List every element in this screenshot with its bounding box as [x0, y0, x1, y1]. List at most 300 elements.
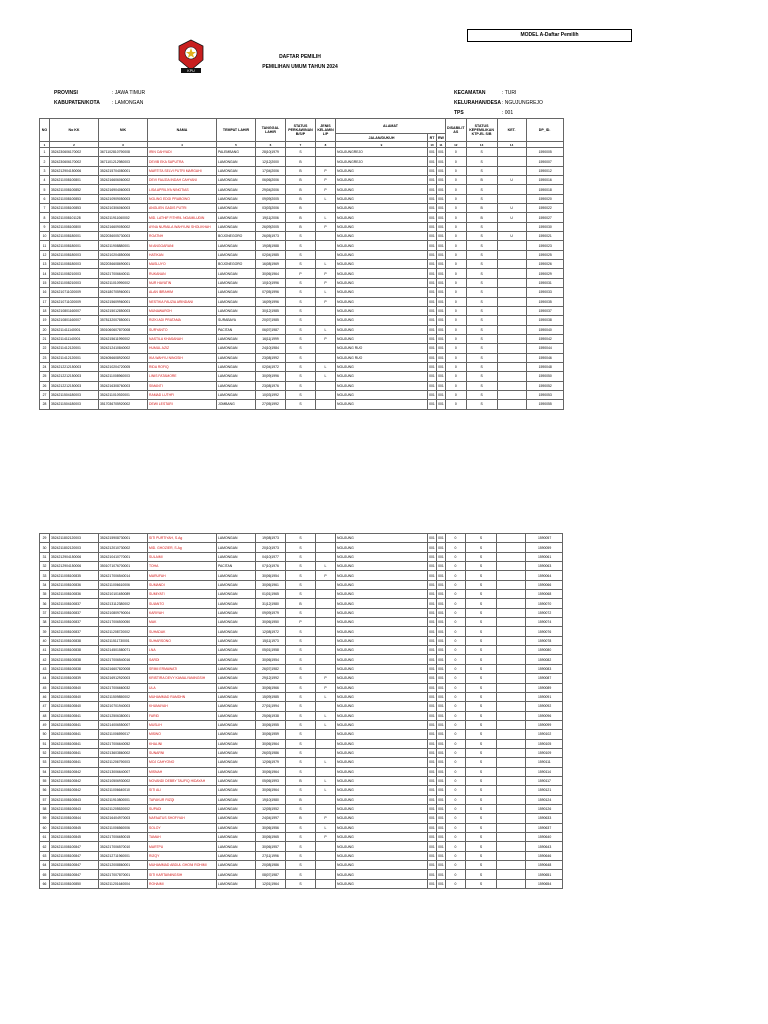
cell-kk: 3524211008100847: [50, 842, 99, 851]
cell-disabilitas: 0: [446, 674, 466, 683]
cell-nama: MID. GHOZIER, S.Ag: [148, 543, 217, 552]
cell-jalan: NGUJUNG: [336, 381, 428, 390]
cell-tanggal-lahir: 30|06|1964: [256, 767, 286, 776]
cell-jenis-kelamin: L: [316, 288, 336, 297]
cell-nama: NUR HAYATIN: [148, 278, 217, 287]
cell-status-ktp: S: [466, 711, 497, 720]
cell-nama: FARID: [148, 711, 217, 720]
cell-tempat-lahir: LAMONGAN: [217, 655, 256, 664]
cell-status-perkawinan: S: [286, 683, 316, 692]
cell-tanggal-lahir: 16|08|1969: [256, 260, 286, 269]
cell-tempat-lahir: PACITAN: [217, 325, 256, 334]
cell-disabilitas: 0: [446, 636, 466, 645]
cell-dp-id: 1590091: [526, 692, 563, 701]
cell-rw: 001: [437, 674, 446, 683]
header-ket: KET.: [497, 119, 526, 142]
header-tanggal-lahir: TANGGAL LAHIR: [256, 119, 286, 142]
cell-kk: 3524211008100841: [50, 711, 99, 720]
cell-disabilitas: 0: [446, 571, 466, 580]
cell-tempat-lahir: LAMONGAN: [217, 580, 256, 589]
cell-disabilitas: 0: [446, 390, 467, 399]
cell-dp-id: 1590021: [526, 232, 563, 241]
cell-no: 35: [40, 590, 50, 599]
cell-tanggal-lahir: 04|10|1977: [256, 552, 286, 561]
cell-jalan: NGUJUNGREJO: [336, 157, 428, 166]
cell-nik: 3524210809790004: [99, 608, 148, 617]
cell-jenis-kelamin: [316, 664, 336, 673]
cell-jenis-kelamin: [316, 381, 336, 390]
cell-ket: [497, 730, 526, 739]
cell-disabilitas: 0: [446, 157, 467, 166]
cell-tempat-lahir: LAMONGAN: [217, 534, 256, 543]
cell-tanggal-lahir: 16|09|1996: [256, 297, 286, 306]
cell-kk: 3524212212150003: [50, 362, 99, 371]
cell-nama: NESTIKA FAUZIA ARINDANI: [148, 297, 217, 306]
cell-no: 32: [40, 562, 50, 571]
cell-no: 6: [40, 194, 50, 203]
cell-status-perkawinan: S: [286, 786, 316, 795]
table-row: [40, 804, 563, 813]
cell-jenis-kelamin: [316, 655, 336, 664]
cell-status-ktp: S: [466, 804, 497, 813]
table-row: [40, 870, 563, 879]
cell-disabilitas: 0: [446, 851, 466, 860]
table-row: [40, 204, 564, 213]
cell-rw: 001: [437, 879, 446, 888]
cell-status-perkawinan: S: [286, 748, 316, 757]
cell-kk: 3524230606170002: [50, 157, 99, 166]
cell-kk: 3524211008100844: [50, 814, 99, 823]
cell-tempat-lahir: LAMONGAN: [217, 702, 256, 711]
cell-jalan: NGUJUNG: [336, 580, 428, 589]
cell-kk: 3524211412120001: [50, 344, 99, 353]
cell-rw: 001: [437, 636, 446, 645]
cell-ket: [497, 325, 526, 334]
table-row: [40, 618, 563, 627]
cell-no: 57: [40, 795, 50, 804]
cell-jenis-kelamin: [316, 543, 336, 552]
cell-kk: 3524211008100838: [50, 664, 99, 673]
cell-ket: [497, 861, 526, 870]
cell-jalan: NGUJUNG: [336, 400, 428, 409]
cell-jenis-kelamin: [316, 241, 336, 250]
cell-kk: 3524211008180001: [50, 232, 99, 241]
cell-ket: [497, 776, 526, 785]
cell-status-perkawinan: S: [286, 879, 316, 888]
cell-kk: 3524211008100839: [50, 674, 99, 683]
cell-tanggal-lahir: 17|04|2006: [256, 166, 286, 175]
meta-provinsi: PROVINSI : JAWA TIMUR: [54, 90, 146, 96]
cell-jenis-kelamin: P: [316, 683, 336, 692]
cell-rw: 001: [437, 814, 446, 823]
cell-rt: 001: [428, 157, 437, 166]
table-row: [40, 166, 564, 175]
cell-nama: TOHA: [148, 562, 217, 571]
cell-tanggal-lahir: 23|08|1976: [256, 381, 286, 390]
cell-jenis-kelamin: L: [316, 194, 336, 203]
cell-nik: 3524056608920002: [99, 353, 148, 362]
cell-rt: 001: [428, 213, 437, 222]
cell-kk: 3524211412120001: [50, 353, 99, 362]
cell-dp-id: 1590007: [526, 157, 563, 166]
cell-ket: [497, 627, 526, 636]
header-status-perkawinan: STATUS PERKAWINAN B/S/P: [286, 119, 316, 142]
table-row: [40, 730, 563, 739]
cell-no: 25: [40, 372, 50, 381]
table-row: [40, 655, 563, 664]
cell-disabilitas: 0: [446, 580, 466, 589]
cell-tempat-lahir: LAMONGAN: [217, 222, 256, 231]
cell-tanggal-lahir: 12|06|1979: [256, 758, 286, 767]
cell-nik: 3501060607870008: [99, 325, 148, 334]
cell-kk: 3524211008100841: [50, 730, 99, 739]
table-row: [40, 148, 564, 157]
cell-dp-id: 1590046: [526, 353, 563, 362]
cell-tanggal-lahir: 24|04|1997: [256, 814, 286, 823]
table-row: [40, 861, 563, 870]
cell-status-perkawinan: S: [286, 148, 316, 157]
cell-dp-id: 1590117: [526, 776, 563, 785]
cell-ket: [497, 804, 526, 813]
cell-ket: [497, 269, 526, 278]
cell-status-ktp: S: [466, 636, 497, 645]
cell-jalan: NGUJUNG: [336, 250, 428, 259]
cell-rt: 001: [428, 842, 437, 851]
cell-jenis-kelamin: [316, 599, 336, 608]
cell-disabilitas: 0: [446, 400, 467, 409]
cell-ket: [497, 148, 526, 157]
cell-kk: 3524211008100853: [50, 204, 99, 213]
cell-status-perkawinan: S: [286, 390, 316, 399]
cell-tempat-lahir: LAMONGAN: [217, 720, 256, 729]
cell-dp-id: 1590083: [526, 664, 563, 673]
cell-tempat-lahir: LAMONGAN: [217, 674, 256, 683]
table-row: [40, 297, 564, 306]
cell-nama: SUNARNI: [148, 748, 217, 757]
cell-ket: [497, 720, 526, 729]
cell-kk: 3524210711020009: [50, 288, 99, 297]
cell-no: 61: [40, 833, 50, 842]
table-row: [40, 833, 563, 842]
cell-status-ktp: S: [466, 390, 497, 399]
cell-disabilitas: 0: [446, 372, 467, 381]
cell-jenis-kelamin: P: [316, 674, 336, 683]
cell-jalan: NGUJUNG: [336, 176, 428, 185]
cell-status-perkawinan: B: [286, 194, 316, 203]
cell-nama: NASTILA KHASANAH: [148, 334, 217, 343]
cell-tanggal-lahir: 09|09|1979: [256, 608, 286, 617]
cell-disabilitas: 0: [446, 758, 466, 767]
cell-status-perkawinan: S: [286, 241, 316, 250]
cell-status-ktp: S: [466, 148, 497, 157]
cell-tanggal-lahir: 30|06|1964: [256, 786, 286, 795]
table-row: [40, 795, 563, 804]
cell-status-ktp: S: [466, 334, 497, 343]
cell-tempat-lahir: BOJONEGORO: [217, 260, 256, 269]
cell-dp-id: 1590089: [526, 683, 563, 692]
cell-ket: [497, 316, 526, 325]
cell-jalan: NGUJUNG: [336, 562, 428, 571]
cell-rw: 001: [437, 316, 446, 325]
cell-dp-id: 1590070: [526, 599, 563, 608]
cell-nik: 3524217006650015: [99, 833, 148, 842]
cell-nama: LISA APRILIYA NINGTIAS: [148, 185, 217, 194]
cell-kk: 3524211008100836: [50, 580, 99, 589]
cell-jenis-kelamin: [316, 400, 336, 409]
cell-ket: [497, 372, 526, 381]
cell-rw: 001: [437, 786, 446, 795]
cell-tanggal-lahir: 30|06|1954: [256, 571, 286, 580]
cell-status-ktp: S: [466, 795, 497, 804]
cell-rt: 001: [428, 711, 437, 720]
cell-nik: 3524211006560006: [99, 823, 148, 832]
cell-disabilitas: 0: [446, 730, 466, 739]
cell-ket: U: [497, 204, 526, 213]
cell-ket: [497, 655, 526, 664]
cell-kk: 3524230606170002: [50, 148, 99, 157]
cell-disabilitas: 0: [446, 627, 466, 636]
cell-status-ktp: S: [466, 269, 497, 278]
cell-nik: 3524211006590017: [99, 730, 148, 739]
cell-status-perkawinan: S: [286, 543, 316, 552]
cell-ket: [497, 362, 526, 371]
cell-rw: 001: [437, 730, 446, 739]
table-row: [40, 250, 564, 259]
cell-jenis-kelamin: L: [316, 362, 336, 371]
cell-nik: 3524215012850003: [99, 306, 148, 315]
cell-status-perkawinan: S: [286, 767, 316, 776]
cell-dp-id: 1590052: [526, 381, 563, 390]
cell-dp-id: 1590646: [526, 851, 563, 860]
cell-status-ktp: S: [466, 851, 497, 860]
cell-status-perkawinan: S: [286, 861, 316, 870]
cell-dp-id: 1590096: [526, 711, 563, 720]
cell-rw: 001: [437, 297, 446, 306]
region-meta-right: [454, 88, 543, 118]
header-jalan: JALAN/DUKUH: [336, 134, 428, 142]
cell-nama: MUNAWAROH: [148, 306, 217, 315]
cell-kk: 3524211008100845: [50, 833, 99, 842]
cell-no: 24: [40, 362, 50, 371]
cell-disabilitas: 0: [446, 683, 466, 692]
cell-status-ktp: S: [466, 627, 497, 636]
cell-status-perkawinan: S: [286, 288, 316, 297]
cell-jalan: NGUJUNG: [336, 599, 428, 608]
cell-nama: SRIMI ERMAWATI: [148, 664, 217, 673]
cell-nik: 3524213006640007: [99, 767, 148, 776]
cell-ket: U: [497, 232, 526, 241]
cell-no: 11: [40, 241, 50, 250]
cell-kk: 3524211008180001: [50, 241, 99, 250]
table-row: [40, 842, 563, 851]
cell-rw: 001: [437, 692, 446, 701]
cell-tanggal-lahir: 30|06|1954: [256, 655, 286, 664]
cell-no: 41: [40, 646, 50, 655]
cell-rw: 001: [437, 148, 446, 157]
cell-status-ktp: S: [466, 692, 497, 701]
cell-nik: 3671102810790008: [99, 148, 148, 157]
cell-kk: 3524211008210003: [50, 278, 99, 287]
cell-no: 20: [40, 325, 50, 334]
cell-jalan: NGUJUNG: [336, 739, 428, 748]
cell-nama: ANGLIEN GADIS PUTRI: [148, 204, 217, 213]
cell-nama: SUPADI: [148, 804, 217, 813]
cell-jalan: NGUJUNG: [336, 260, 428, 269]
cell-nik: 3524215611990002: [99, 334, 148, 343]
cell-no: 59: [40, 814, 50, 823]
table-row: [40, 627, 563, 636]
cell-tempat-lahir: PALEMBANG: [217, 148, 256, 157]
cell-tanggal-lahir: 30|06|1956: [256, 823, 286, 832]
cell-ket: [497, 297, 526, 306]
cell-disabilitas: 0: [446, 814, 466, 823]
cell-status-ktp: S: [466, 222, 497, 231]
cell-no: 50: [40, 730, 50, 739]
cell-ket: [497, 185, 526, 194]
cell-disabilitas: 0: [446, 664, 466, 673]
cell-disabilitas: 0: [446, 767, 466, 776]
cell-status-ktp: S: [466, 166, 497, 175]
cell-jenis-kelamin: [316, 580, 336, 589]
cell-no: 58: [40, 804, 50, 813]
header-dp-id: DP_ID.: [526, 119, 563, 142]
cell-no: 27: [40, 390, 50, 399]
cell-ket: [497, 599, 526, 608]
cell-jalan: NGUJUNG: [336, 748, 428, 757]
cell-no: 26: [40, 381, 50, 390]
cell-jenis-kelamin: P: [316, 176, 336, 185]
cell-tanggal-lahir: 08|07|1987: [256, 870, 286, 879]
cell-nik: 3524212410840002: [99, 344, 148, 353]
cell-tempat-lahir: LAMONGAN: [217, 599, 256, 608]
cell-status-ktp: S: [466, 683, 497, 692]
cell-nik: 3524211201640004: [99, 879, 148, 888]
cell-jalan: NGUJUNG: [336, 804, 428, 813]
cell-disabilitas: 0: [446, 711, 466, 720]
cell-tempat-lahir: LAMONGAN: [217, 842, 256, 851]
cell-disabilitas: 0: [446, 185, 467, 194]
cell-status-perkawinan: S: [286, 730, 316, 739]
cell-rt: 001: [428, 664, 437, 673]
cell-tanggal-lahir: 30|06|1950: [256, 618, 286, 627]
cell-nik: 3524217006660032: [99, 683, 148, 692]
cell-tempat-lahir: LAMONGAN: [217, 353, 256, 362]
cell-ket: [497, 334, 526, 343]
cell-kk: 3524211008100847: [50, 861, 99, 870]
table-row: [40, 776, 563, 785]
cell-status-ktp: S: [466, 590, 497, 599]
cell-tanggal-lahir: 03|03|2006: [256, 204, 286, 213]
cell-nama: IKA WAHYU NINGSIH: [148, 353, 217, 362]
cell-rt: 001: [428, 599, 437, 608]
cell-ket: [497, 618, 526, 627]
cell-status-perkawinan: S: [286, 655, 316, 664]
cell-tanggal-lahir: 27|05|1992: [256, 400, 286, 409]
cell-nik: 3671101212980003: [99, 157, 148, 166]
cell-status-perkawinan: B: [286, 599, 316, 608]
cell-jenis-kelamin: [316, 870, 336, 879]
table-row: [40, 786, 563, 795]
cell-status-perkawinan: S: [286, 758, 316, 767]
cell-tanggal-lahir: 29|04|2006: [256, 185, 286, 194]
cell-status-ktp: S: [466, 297, 497, 306]
cell-tanggal-lahir: 19|08|1973: [256, 534, 286, 543]
table-row: [40, 664, 563, 673]
cell-ket: [497, 739, 526, 748]
cell-ket: [497, 250, 526, 259]
cell-status-ktp: S: [466, 316, 497, 325]
cell-ket: U: [497, 176, 526, 185]
cell-tanggal-lahir: 30|06|1966: [256, 683, 286, 692]
cell-rt: 001: [428, 306, 437, 315]
cell-status-ktp: S: [466, 344, 497, 353]
cell-rt: 001: [428, 767, 437, 776]
table-row: [40, 711, 563, 720]
cell-disabilitas: 0: [446, 870, 466, 879]
cell-rt: 001: [428, 683, 437, 692]
cell-no: 8: [40, 213, 50, 222]
cell-disabilitas: 0: [446, 288, 467, 297]
cell-dp-id: 1590030: [526, 222, 563, 231]
cell-nik: 3524211006610006: [99, 580, 148, 589]
cell-rw: 001: [437, 795, 446, 804]
cell-kk: 3524211504180003: [50, 400, 99, 409]
cell-disabilitas: 0: [446, 748, 466, 757]
cell-status-ktp: S: [466, 655, 497, 664]
cell-no: 65: [40, 870, 50, 879]
cell-jalan: NGUJUNG: [336, 823, 428, 832]
cell-status-perkawinan: B: [286, 185, 316, 194]
cell-rt: 001: [428, 758, 437, 767]
cell-rt: 001: [428, 400, 437, 409]
cell-nama: MARTPU: [148, 842, 217, 851]
cell-disabilitas: 0: [446, 842, 466, 851]
cell-status-ktp: S: [466, 730, 497, 739]
cell-ket: [497, 241, 526, 250]
cell-rt: 001: [428, 823, 437, 832]
cell-ket: [497, 344, 526, 353]
cell-rw: 001: [437, 758, 446, 767]
cell-dp-id: 1590016: [526, 176, 563, 185]
cell-tanggal-lahir: 31|12|1980: [256, 599, 286, 608]
cell-nik: 3524216606060002: [99, 176, 148, 185]
cell-status-perkawinan: S: [286, 842, 316, 851]
cell-ket: [497, 851, 526, 860]
cell-jalan: NGUJUNG: [336, 204, 428, 213]
cell-tempat-lahir: LAMONGAN: [217, 250, 256, 259]
cell-rw: 001: [437, 213, 446, 222]
cell-tempat-lahir: LAMONGAN: [217, 870, 256, 879]
cell-no: 38: [40, 618, 50, 627]
cell-nik: 3524210204850006: [99, 250, 148, 259]
cell-ket: [497, 823, 526, 832]
table-row: [40, 814, 563, 823]
cell-status-perkawinan: B: [286, 204, 316, 213]
cell-tanggal-lahir: 16|11|1999: [256, 334, 286, 343]
header-rt: RT: [428, 134, 437, 142]
cell-kk: 3524212212150003: [50, 381, 99, 390]
table-row: [40, 213, 564, 222]
cell-status-ktp: S: [466, 306, 497, 315]
cell-rt: 001: [428, 730, 437, 739]
cell-rt: 001: [428, 870, 437, 879]
cell-rt: 001: [428, 552, 437, 561]
cell-dp-id: 1590082: [526, 655, 563, 664]
cell-tempat-lahir: LAMONGAN: [217, 590, 256, 599]
cell-jenis-kelamin: L: [316, 823, 336, 832]
cell-ket: [497, 833, 526, 842]
cell-tempat-lahir: SURABAYA: [217, 316, 256, 325]
